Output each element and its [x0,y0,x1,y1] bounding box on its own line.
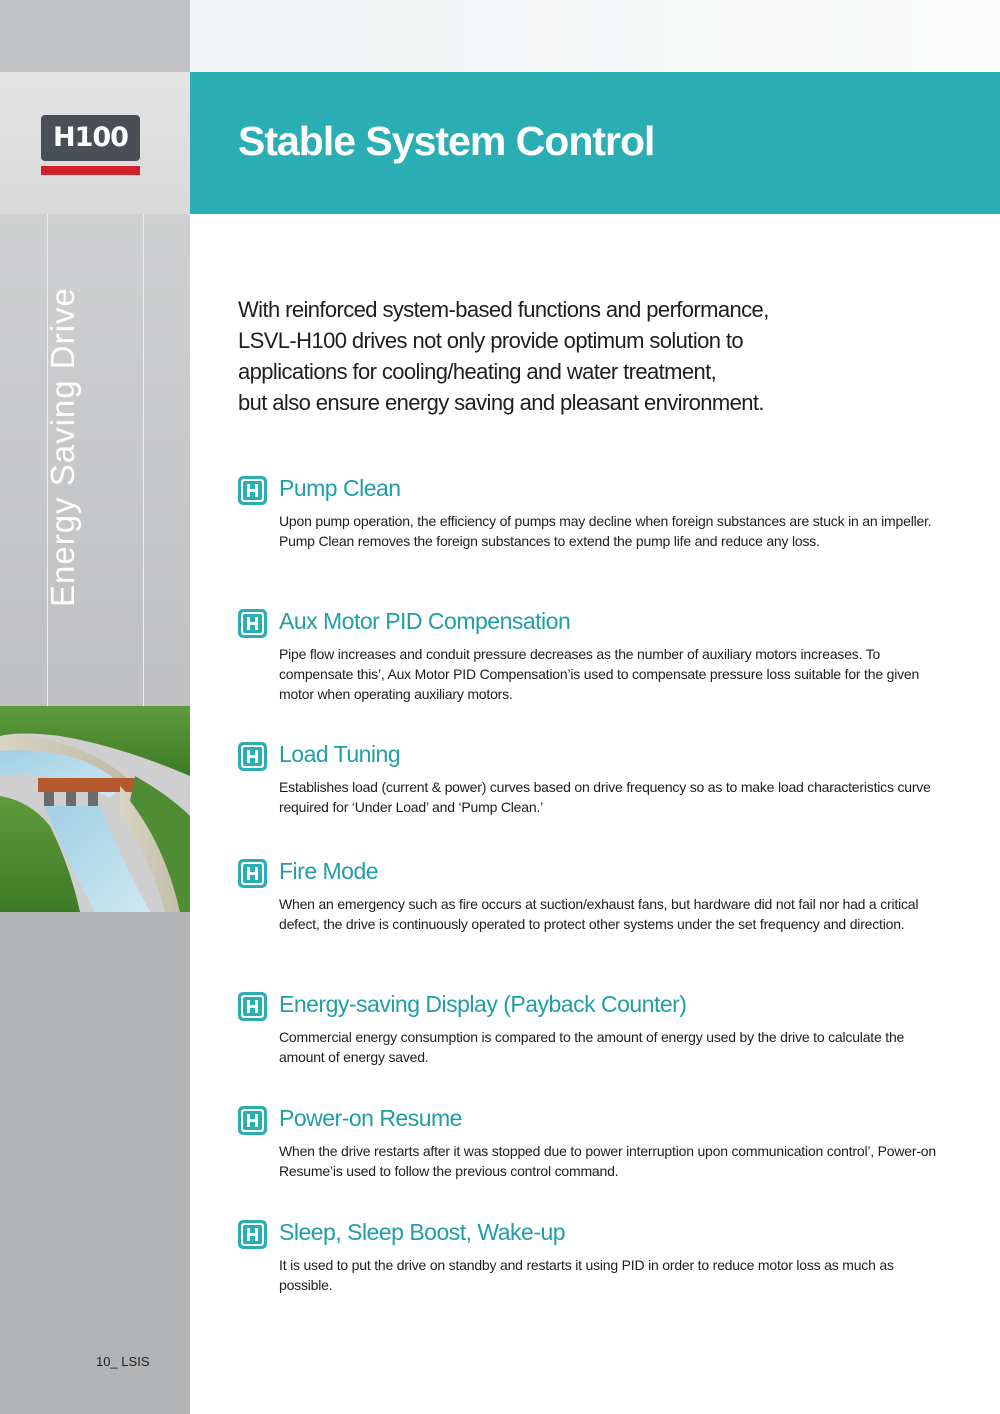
feature-fire-mode [238,858,978,934]
feature-description: Establishes load (current & power) curves based on drive frequency so as to make load characteristics curve required for ‘Under Load’ and ‘Pump Clean.’ [279,779,931,815]
dam-illustration [0,706,190,912]
feature-title: Power-on Resume [279,1105,462,1131]
feature-title: Aux Motor PID Compensation [279,608,571,634]
feature-title: Load Tuning [279,741,401,767]
feature-aux-motor-pid [238,608,978,704]
page-title: Stable System Control [238,118,655,164]
sidebar-top-block [0,0,190,72]
feature-title: Fire Mode [279,858,379,884]
h-badge-icon [238,476,267,505]
page-number: 10_ LSIS [96,1354,150,1369]
feature-pump-clean [238,475,978,551]
h100-logo: H100 [41,115,140,161]
feature-heading [238,858,978,888]
feature-energy-saving-display [238,991,978,1067]
intro-paragraph [238,294,958,418]
feature-title: Sleep, Sleep Boost, Wake-up [279,1219,566,1245]
vertical-section-title: Energy Saving Drive [44,287,81,607]
intro-line: LSVL-H100 drives not only provide optimum solution to [238,328,744,353]
feature-description: Commercial energy consumption is compared to the amount of energy used by the drive to calculate the amount of energy saved. [279,1029,905,1065]
feature-description: It is used to put the drive on standby and restarts it using PID in order to reduce motor loss as much as possible. [279,1257,894,1293]
feature-heading [238,741,978,771]
h-badge-icon [238,1106,267,1135]
intro-line: but also ensure energy saving and pleasant environment. [238,390,764,415]
h-badge-icon [238,742,267,771]
top-strip [190,0,1000,72]
intro-line: applications for cooling/heating and water treatment, [238,359,717,384]
sidebar-title-panel [0,214,190,706]
feature-heading [238,1219,978,1249]
feature-title: Pump Clean [279,475,401,501]
logo-red-bar [41,166,140,175]
sidebar-divider-line [143,214,144,706]
feature-title: Energy-saving Display (Payback Counter) [279,991,687,1017]
feature-description: Pipe flow increases and conduit pressure decreases as the number of auxiliary motors increases. To compensate this’, Aux Motor PID Compensation’is used to compensate pressure loss suitable for the given motor when operating auxiliary motors. [279,646,920,702]
feature-load-tuning [238,741,978,817]
feature-description: Upon pump operation, the efficiency of pumps may decline when foreign substances are stuck in an impeller. Pump Clean removes the foreign substances to extend the pump life and reduce any loss. [279,513,932,549]
feature-heading [238,475,978,505]
h-badge-icon [238,859,267,888]
feature-power-on-resume [238,1105,978,1181]
feature-heading [238,1105,978,1135]
intro-line: With reinforced system-based functions and performance, [238,297,769,322]
h-badge-icon [238,1220,267,1249]
feature-heading [238,991,978,1021]
feature-sleep-wake [238,1219,978,1295]
feature-heading [238,608,978,638]
feature-description: When an emergency such as fire occurs at suction/exhaust fans, but hardware did not fail nor had a critical defect, the drive is continuously operated to protect other systems under the set frequency and direction. [279,896,919,932]
feature-description: When the drive restarts after it was stopped due to power interruption upon communication control’, Power-on Resume’is used to follow the previous control command. [279,1143,936,1179]
h-badge-icon [238,992,267,1021]
h-badge-icon [238,609,267,638]
